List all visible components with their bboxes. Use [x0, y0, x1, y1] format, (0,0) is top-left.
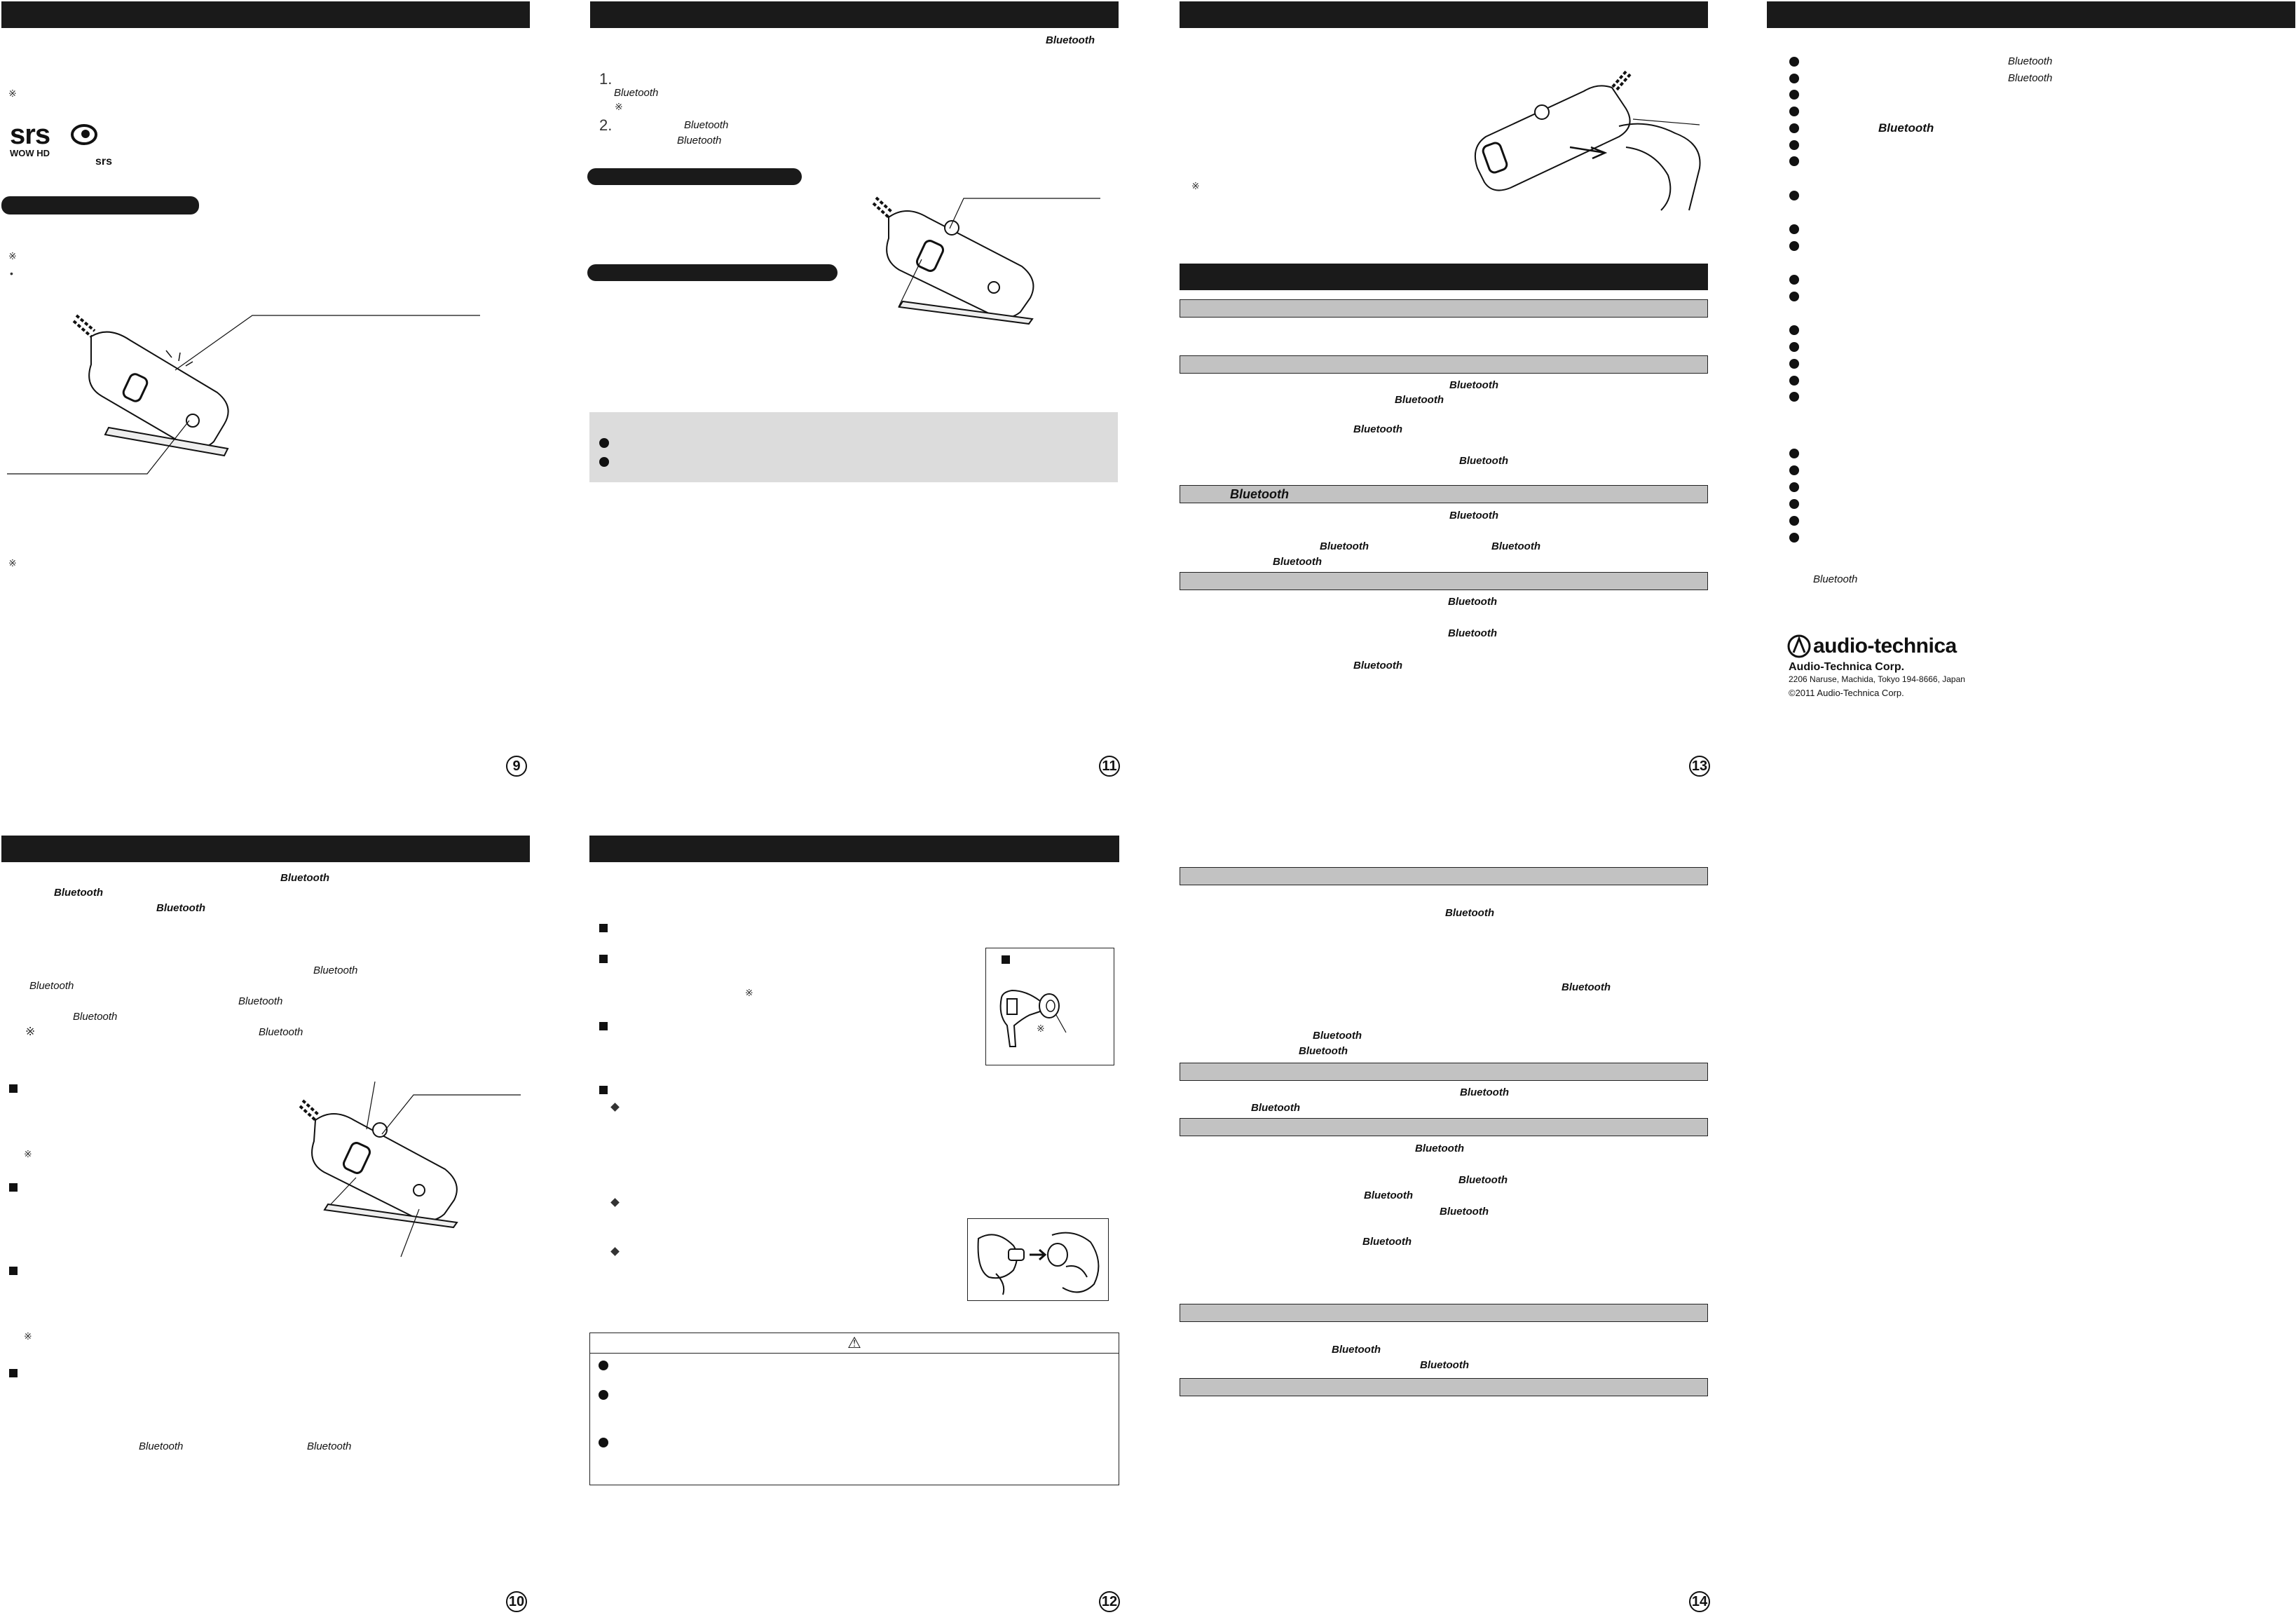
corp-name: Audio-Technica Corp. — [1789, 661, 1905, 673]
page-number-11: 11 — [1099, 756, 1120, 777]
bullet-dot — [1789, 533, 1799, 543]
note-mark: ※ — [1037, 1023, 1045, 1034]
bluetooth-keyword: Bluetooth — [1448, 596, 1497, 608]
callout-line — [364, 1082, 378, 1131]
bullet-dot — [1789, 449, 1799, 458]
callout-line — [897, 259, 925, 308]
note-mark: ※ — [745, 987, 753, 998]
bullet-dot — [1789, 90, 1799, 100]
bluetooth-keyword: Bluetooth — [1491, 540, 1540, 552]
warning-box — [589, 1333, 1119, 1485]
page-number-13: 13 — [1689, 756, 1710, 777]
bullet-dot — [1789, 140, 1799, 150]
copyright: ©2011 Audio-Technica Corp. — [1789, 688, 1904, 698]
bullet-dot — [1789, 275, 1799, 285]
square-bullet — [9, 1183, 18, 1192]
page14-gray-bar-3 — [1180, 1118, 1708, 1136]
eartip-illustration-box — [985, 948, 1114, 1065]
bluetooth-keyword: Bluetooth — [259, 1026, 303, 1038]
bluetooth-keyword: Bluetooth — [1459, 455, 1508, 467]
bluetooth-keyword: Bluetooth — [139, 1440, 184, 1452]
note-mark: ※ — [615, 101, 623, 112]
page14-gray-bar-1 — [1180, 867, 1708, 885]
callout-line — [382, 1093, 522, 1136]
page9-header-bar — [1, 1, 530, 28]
page13-gray-bar-2 — [1180, 355, 1708, 374]
bluetooth-keyword: Bluetooth — [2008, 72, 2053, 84]
page14-gray-bar-4 — [1180, 1304, 1708, 1322]
bullet-dot — [1789, 107, 1799, 116]
note-mark: ※ — [1191, 180, 1200, 191]
page-number-10: 10 — [506, 1591, 527, 1612]
earphone-illustration — [995, 983, 1072, 1054]
bullet-dot — [1789, 499, 1799, 509]
audio-technica-logo-icon — [1787, 634, 1811, 658]
note-mark: ※ — [24, 1148, 32, 1159]
bullet-dot — [1789, 241, 1799, 251]
bluetooth-keyword: Bluetooth — [677, 135, 722, 146]
page-number-9: 9 — [506, 756, 527, 777]
diamond-bullet — [610, 1103, 620, 1112]
bluetooth-keyword: Bluetooth — [1445, 907, 1494, 919]
bluetooth-keyword: Bluetooth — [1440, 1206, 1489, 1218]
bluetooth-keyword: Bluetooth — [1320, 540, 1369, 552]
page15-header-bar — [1767, 1, 2295, 28]
square-bullet — [599, 955, 608, 963]
bluetooth-keyword: Bluetooth — [1460, 1086, 1509, 1098]
page10-header-bar — [1, 836, 530, 862]
diamond-bullet — [610, 1247, 620, 1256]
wow-hd-text: WOW HD — [10, 148, 50, 158]
callout-line — [7, 421, 189, 477]
square-bullet — [599, 924, 608, 932]
bullet-dot — [599, 1390, 608, 1400]
bullet-dot — [1789, 325, 1799, 335]
srs-logo — [10, 119, 50, 158]
bullet-dot — [599, 1438, 608, 1447]
corp-address: 2206 Naruse, Machida, Tokyo 194-8666, Japan — [1789, 674, 1965, 684]
bullet-dot — [599, 1361, 608, 1370]
srs-circle-icon — [70, 123, 98, 146]
square-bullet — [9, 1084, 18, 1093]
bullet-dot — [1789, 292, 1799, 301]
page11-header-bar — [590, 1, 1119, 28]
bluetooth-keyword: Bluetooth — [1449, 379, 1498, 391]
square-bullet — [599, 1022, 608, 1030]
page14-gray-bar-2 — [1180, 1063, 1708, 1081]
page12-header-bar — [589, 836, 1119, 862]
bullet-dot — [1789, 156, 1799, 166]
page13-header-bar — [1180, 1, 1708, 28]
bluetooth-keyword: Bluetooth — [54, 887, 103, 899]
page14-gray-bar-5 — [1180, 1378, 1708, 1396]
page13-gray-bar-1 — [1180, 299, 1708, 318]
note-mark: ※ — [25, 1025, 36, 1038]
bluetooth-keyword: Bluetooth — [280, 872, 329, 884]
callout-line — [950, 195, 1104, 230]
bluetooth-keyword: Bluetooth — [1562, 981, 1611, 993]
note-mark: ※ — [8, 250, 17, 261]
note-mark: ※ — [8, 88, 17, 99]
page-number-14: 14 — [1689, 1591, 1710, 1612]
diamond-bullet — [610, 1198, 620, 1207]
warning-header — [590, 1333, 1119, 1354]
eartip-removal-illustration-box — [967, 1218, 1109, 1301]
bluetooth-keyword: Bluetooth — [1420, 1359, 1469, 1371]
bluetooth-keyword: Bluetooth — [1251, 1102, 1300, 1114]
callout-line — [329, 1178, 357, 1206]
page11-section-pill — [587, 264, 838, 281]
bluetooth-keyword: Bluetooth — [1364, 1190, 1413, 1201]
bluetooth-keyword: Bluetooth — [1273, 556, 1322, 568]
bluetooth-keyword-heading: Bluetooth — [1230, 487, 1289, 501]
remote-hand-illustration — [1465, 70, 1703, 210]
bullet-dot — [1789, 465, 1799, 475]
bluetooth-keyword: Bluetooth — [2008, 55, 2053, 67]
bluetooth-keyword: Bluetooth — [1313, 1030, 1362, 1042]
square-bullet — [9, 1267, 18, 1275]
bluetooth-keyword: Bluetooth — [1813, 573, 1858, 585]
bullet-dot — [1789, 57, 1799, 67]
srs-logo-text: srs — [10, 119, 50, 150]
bluetooth-keyword: Bluetooth — [1046, 34, 1095, 46]
audio-technica-logo — [1787, 634, 1957, 658]
warning-icon: ⚠ — [847, 1334, 861, 1351]
bluetooth-keyword: Bluetooth — [156, 902, 205, 914]
bullet-dot — [599, 438, 609, 448]
srs-small-logo: srs — [95, 156, 113, 168]
bullet-dot — [1789, 516, 1799, 526]
bullet-dot — [1789, 392, 1799, 402]
bluetooth-keyword: Bluetooth — [1415, 1143, 1464, 1154]
page11-section-pill — [587, 168, 802, 185]
square-bullet — [9, 1369, 18, 1377]
bluetooth-keyword: Bluetooth — [1458, 1174, 1508, 1186]
page11-info-box — [589, 412, 1118, 482]
step-1: 1. — [599, 70, 613, 88]
bluetooth-keyword: Bluetooth — [313, 965, 358, 976]
step-2: 2. — [599, 116, 613, 134]
bluetooth-keyword: Bluetooth — [1878, 121, 1934, 135]
bullet-dot — [1789, 482, 1799, 492]
bullet-dot — [1789, 74, 1799, 83]
bluetooth-keyword: Bluetooth — [29, 980, 74, 992]
bullet-dot — [1789, 191, 1799, 200]
bluetooth-keyword: Bluetooth — [614, 87, 659, 99]
page13-gray-bar-4 — [1180, 572, 1708, 590]
callout-line — [399, 1209, 421, 1258]
note-mark: ※ — [24, 1330, 32, 1342]
bullet-dot — [1789, 123, 1799, 133]
bluetooth-keyword: Bluetooth — [1353, 423, 1402, 435]
bluetooth-keyword: Bluetooth — [1353, 660, 1402, 672]
bluetooth-keyword: Bluetooth — [1395, 394, 1444, 406]
bluetooth-keyword: Bluetooth — [238, 995, 283, 1007]
bluetooth-keyword: Bluetooth — [684, 119, 729, 131]
note-mark: ※ — [8, 557, 17, 568]
bullet-dot — [599, 457, 609, 467]
bullet-dot — [1789, 224, 1799, 234]
bluetooth-keyword: Bluetooth — [1299, 1045, 1348, 1057]
square-bullet — [1002, 955, 1010, 964]
callout-line — [175, 315, 484, 372]
bullet-dot — [1789, 376, 1799, 386]
page9-section-pill — [1, 196, 199, 214]
page-number-12: 12 — [1099, 1591, 1120, 1612]
bluetooth-keyword: Bluetooth — [307, 1440, 352, 1452]
square-bullet — [599, 1086, 608, 1094]
bullet-dot — [1789, 342, 1799, 352]
audio-technica-logo-text: audio-technica — [1813, 634, 1957, 657]
bluetooth-keyword: Bluetooth — [73, 1011, 118, 1023]
bluetooth-keyword: Bluetooth — [1449, 510, 1498, 522]
bluetooth-keyword: Bluetooth — [1362, 1236, 1412, 1248]
bluetooth-keyword: Bluetooth — [1448, 627, 1497, 639]
bluetooth-keyword: Bluetooth — [1332, 1344, 1381, 1356]
bullet-dot — [1789, 359, 1799, 369]
eartip-removal-illustration — [975, 1225, 1105, 1298]
page13-section-bar — [1180, 264, 1708, 290]
bullet-mark: • — [10, 268, 13, 279]
